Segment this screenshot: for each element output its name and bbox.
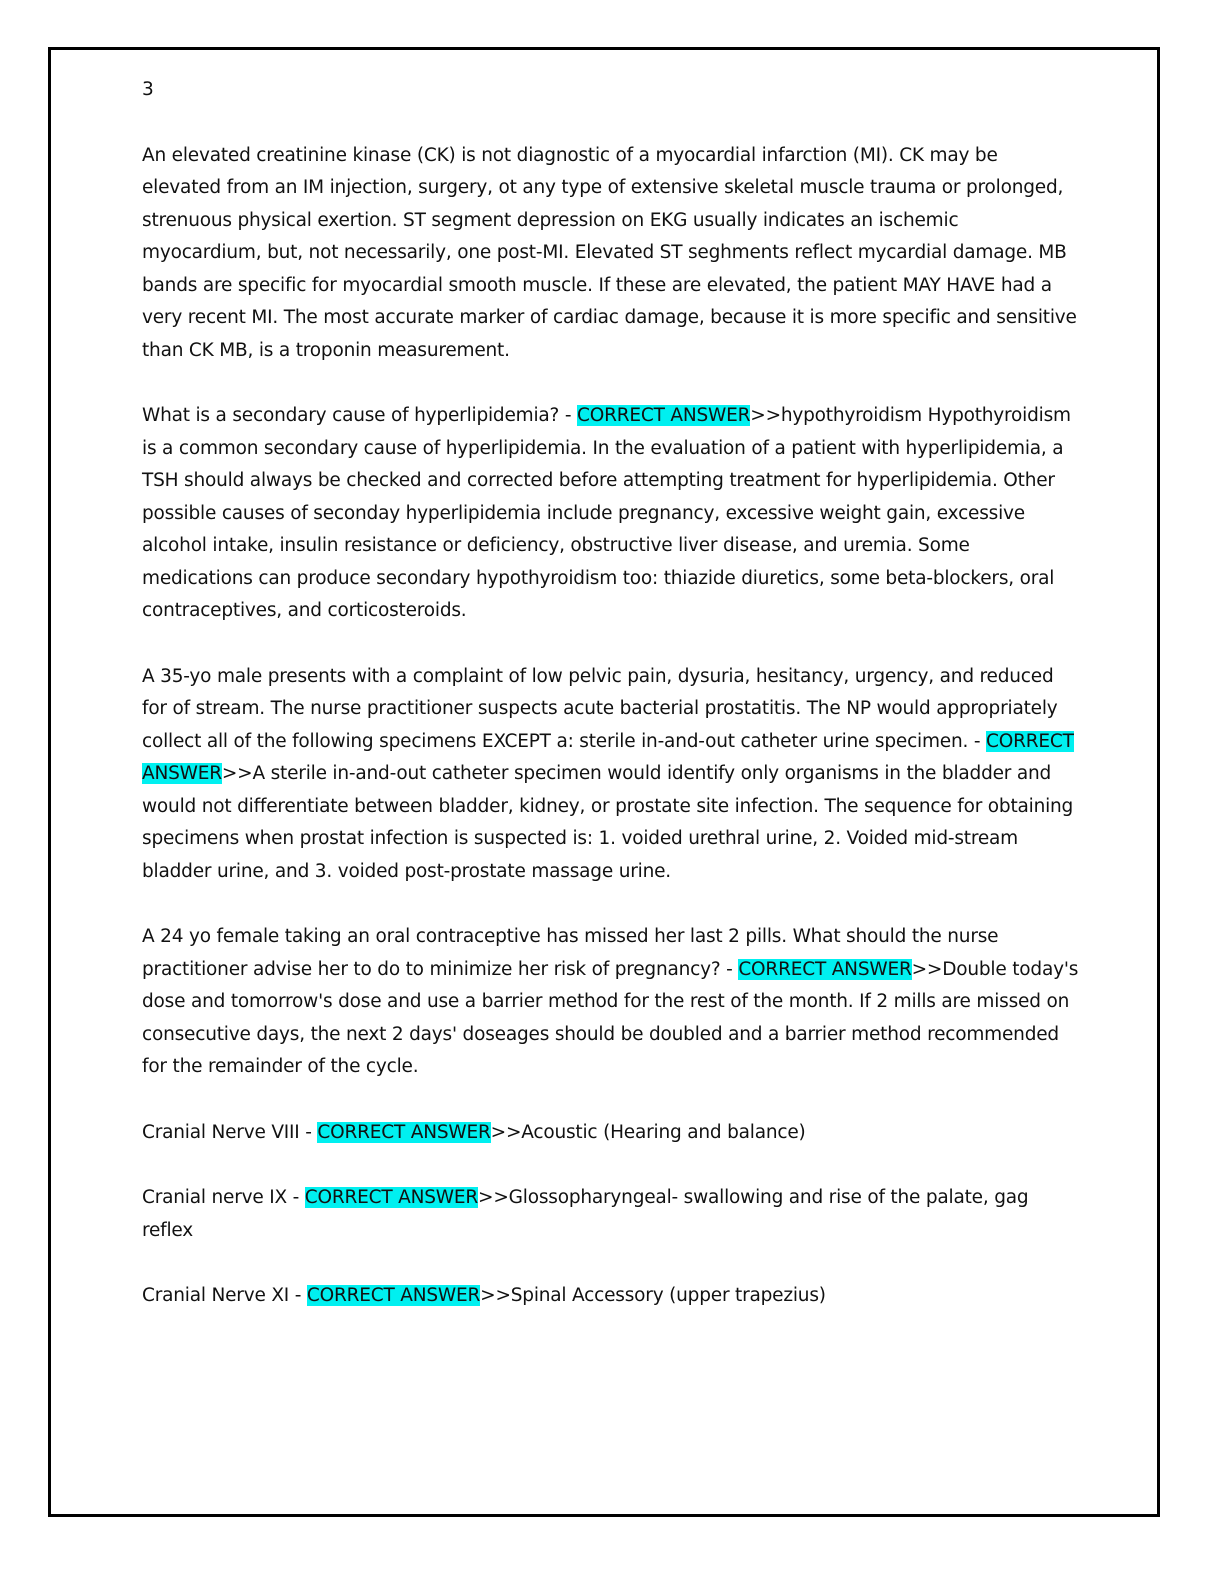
- correct-answer-label: CORRECT ANSWER: [317, 1121, 491, 1143]
- qa-cranial-nerve-xi: [142, 1280, 1082, 1313]
- qa-hyperlipidemia: [142, 400, 1082, 628]
- answer-text: >>Glossopharyngeal- swallowing and rise of the palate, gag reflex: [142, 1187, 1029, 1241]
- qa-oral-contraceptive: [142, 921, 1082, 1084]
- document-body: [142, 74, 1082, 1346]
- answer-text: >>Spinal Accessory (upper trapezius): [480, 1285, 826, 1306]
- qa-prostatitis: [142, 661, 1082, 889]
- question-text: A 24 yo female taking an oral contraceptive has missed her last 2 pills. What should the nurse practitioner advise her to do to minimize her risk of pregnancy? -: [142, 926, 999, 980]
- correct-answer-label: CORRECT ANSWER: [304, 1187, 479, 1208]
- ck-paragraph: An elevated creatinine kinase (CK) is not diagnostic of a myocardial infarction (MI). CK may be elevated from an IM injection, surgery, ot any type of extensive skeletal muscle trauma or prolonged, strenuous physical exertion. ST segment depression on EKG usually indicates an ischemic myocardium, but, not necessarily, one post-MI. Elevated ST seghments reflect mycardial damage. MB bands are specific for myocardial smooth muscle. If these are elevated, the patient MAY HAVE had a very recent MI. The most accurate marker of cardiac damage, because it is more specific and sensitive than CK MB, is a troponin measurement.: [142, 144, 1077, 361]
- answer-text: >>Double today's dose and tomorrow's dose and use a barrier method for the rest of the month. If 2 mills are missed on consecutive days, the next 2 days' doseages should be doubled and a barrier method recommended for the remainder of the cycle.: [142, 958, 1079, 1077]
- question-text: What is a secondary cause of hyperlipidemia? -: [142, 405, 578, 426]
- answer-text: >>Acoustic (Hearing and balance): [490, 1121, 806, 1143]
- question-text: Cranial Nerve XI -: [142, 1285, 307, 1306]
- correct-answer-label: CORRECT ANSWER: [577, 405, 751, 426]
- question-text: Cranial Nerve VIII -: [142, 1121, 318, 1143]
- answer-text: >>hypothyroidism Hypothyroidism is a common secondary cause of hyperlipidemia. In the evaluation of a patient with hyperlipidemia, a TSH should always be checked and corrected before attempting treatment for hyperlipidemia. Other possible causes of seconday hyperlipidemia include pregnancy, excessive weight gain, excessive alcohol intake, insulin resistance or deficiency, obstructive liver disease, and uremia. Some medications can produce secondary hypothyroidism too: thiazide diuretics, some beta-blockers, oral contraceptives, and corticosteroids.: [142, 405, 1071, 621]
- page-number: 3: [142, 79, 154, 100]
- qa-cranial-nerve-ix: [142, 1182, 1082, 1247]
- correct-answer-label: CORRECT ANSWER: [306, 1285, 481, 1306]
- question-text: Cranial nerve IX -: [142, 1187, 305, 1208]
- answer-text: >>A sterile in-and-out catheter specimen would identify only organisms in the bladder and would not differentiate between bladder, kidney, or prostate site infection. The sequence for obtaining specimens when prostat infection is suspected is: 1. voided urethral urine, 2. Voided mid-stream bladder urine, and 3. voided post-prostate massage urine.: [142, 763, 1074, 882]
- correct-answer-label: CORRECT ANSWER: [738, 958, 912, 980]
- qa-cranial-nerve-viii: [142, 1117, 1082, 1150]
- question-text: A 35-yo male presents with a complaint of low pelvic pain, dysuria, hesitancy, urgency, and reduced for of stream. The nurse practitioner suspects acute bacterial prostatitis. The NP would appropriately collect all of the following specimens EXCEPT a: sterile in-and-out catheter urine specimen. -: [142, 665, 1058, 752]
- correct-answer-label: CORRECT ANSWER: [142, 730, 1074, 784]
